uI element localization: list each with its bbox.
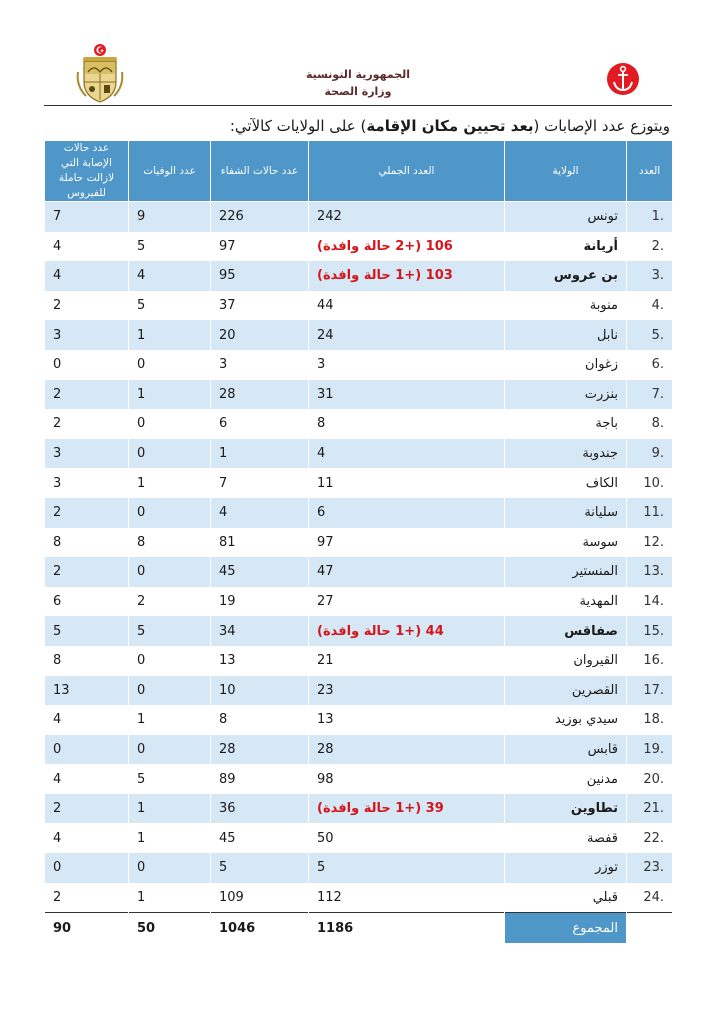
row-recovered: 28: [211, 380, 309, 410]
table-row: [45, 409, 673, 439]
header-governorate: الولاية: [505, 141, 627, 202]
table-row: [45, 823, 673, 853]
header-index: العدد: [627, 141, 673, 202]
row-carriers: 8: [45, 646, 129, 676]
row-index: .11: [627, 498, 673, 528]
row-index: .24: [627, 883, 673, 913]
row-deaths: 1: [129, 320, 211, 350]
row-recovered: 45: [211, 557, 309, 587]
row-governorate: باجة: [505, 409, 627, 439]
row-total: 4: [309, 439, 505, 469]
row-total: 8: [309, 409, 505, 439]
header-deaths: عدد الوفيات: [129, 141, 211, 202]
row-index: .20: [627, 764, 673, 794]
row-total: 24: [309, 320, 505, 350]
row-deaths: 0: [129, 853, 211, 883]
row-index: .10: [627, 468, 673, 498]
table-total-row: [45, 913, 673, 943]
row-total: 5: [309, 853, 505, 883]
table-row: [45, 498, 673, 528]
table-row: [45, 764, 673, 794]
row-carriers: 8: [45, 528, 129, 558]
row-total: 6: [309, 498, 505, 528]
row-total: 3: [309, 350, 505, 380]
row-governorate: تونس: [505, 202, 627, 232]
row-deaths: 0: [129, 646, 211, 676]
row-total: 98: [309, 764, 505, 794]
row-total: 11: [309, 468, 505, 498]
row-recovered: 20: [211, 320, 309, 350]
row-total: 50: [309, 823, 505, 853]
row-deaths: 4: [129, 261, 211, 291]
row-recovered: 6: [211, 409, 309, 439]
table-row: [45, 616, 673, 646]
row-governorate: تطاوين: [505, 794, 627, 824]
row-governorate: منوبة: [505, 291, 627, 321]
republic-name: الجمهورية التونسية: [305, 68, 411, 81]
table-row: [45, 646, 673, 676]
row-total: 39 (+1 حالة وافدة): [309, 794, 505, 824]
header-divider: [44, 105, 672, 106]
table-row: [45, 794, 673, 824]
table-row: [45, 587, 673, 617]
row-deaths: 9: [129, 202, 211, 232]
intro-bold: بعد تحيين مكان الإقامة: [366, 117, 534, 135]
intro-sentence: [40, 116, 670, 136]
row-recovered: 4: [211, 498, 309, 528]
row-recovered: 45: [211, 823, 309, 853]
row-recovered: 10: [211, 676, 309, 706]
row-carriers: 5: [45, 616, 129, 646]
table-row: [45, 735, 673, 765]
row-recovered: 34: [211, 616, 309, 646]
row-recovered: 3: [211, 350, 309, 380]
row-total: 23: [309, 676, 505, 706]
row-governorate: القيروان: [505, 646, 627, 676]
red-crescent-anchor-logo-icon: [606, 62, 640, 96]
row-carriers: 3: [45, 439, 129, 469]
total-index-cell: [627, 913, 673, 943]
row-deaths: 0: [129, 676, 211, 706]
table-row: [45, 676, 673, 706]
row-total: 47: [309, 557, 505, 587]
row-index: .13: [627, 557, 673, 587]
row-total: 44: [309, 291, 505, 321]
total-recovered: 1046: [211, 913, 309, 943]
row-deaths: 1: [129, 380, 211, 410]
grand-total: 1186: [309, 913, 505, 943]
row-index: .14: [627, 587, 673, 617]
header-recovered: عدد حالات الشفاء: [211, 141, 309, 202]
row-governorate: صفاقس: [505, 616, 627, 646]
table-row: [45, 232, 673, 262]
row-governorate: المهدية: [505, 587, 627, 617]
row-deaths: 1: [129, 823, 211, 853]
row-carriers: 2: [45, 291, 129, 321]
table-row: [45, 528, 673, 558]
row-index: .22: [627, 823, 673, 853]
row-recovered: 36: [211, 794, 309, 824]
row-index: .17: [627, 676, 673, 706]
row-deaths: 2: [129, 587, 211, 617]
ministry-name: وزارة الصحة: [324, 85, 392, 98]
row-recovered: 109: [211, 883, 309, 913]
row-governorate: جندوبة: [505, 439, 627, 469]
row-deaths: 1: [129, 883, 211, 913]
row-carriers: 7: [45, 202, 129, 232]
row-carriers: 13: [45, 676, 129, 706]
total-label: المجموع: [505, 913, 627, 943]
row-total: 27: [309, 587, 505, 617]
row-index: .7: [627, 380, 673, 410]
row-governorate: مدنين: [505, 764, 627, 794]
row-index: .21: [627, 794, 673, 824]
row-total: 31: [309, 380, 505, 410]
header-carriers: عدد حالات الإصابة التي لازالت حاملة للفيروس: [45, 141, 129, 202]
row-deaths: 5: [129, 764, 211, 794]
row-total: 103 (+1 حالة وافدة): [309, 261, 505, 291]
row-governorate: قابس: [505, 735, 627, 765]
row-carriers: 4: [45, 232, 129, 262]
row-governorate: قبلي: [505, 883, 627, 913]
row-recovered: 89: [211, 764, 309, 794]
row-deaths: 8: [129, 528, 211, 558]
document-header: [0, 0, 716, 112]
row-index: .15: [627, 616, 673, 646]
table-row: [45, 705, 673, 735]
row-governorate: توزر: [505, 853, 627, 883]
row-deaths: 1: [129, 468, 211, 498]
tunisia-coat-of-arms-icon: [74, 42, 126, 104]
row-governorate: المنستير: [505, 557, 627, 587]
row-total: 28: [309, 735, 505, 765]
row-recovered: 95: [211, 261, 309, 291]
row-carriers: 2: [45, 498, 129, 528]
row-governorate: سوسة: [505, 528, 627, 558]
row-total: 112: [309, 883, 505, 913]
row-deaths: 0: [129, 557, 211, 587]
row-deaths: 0: [129, 350, 211, 380]
row-governorate: سليانة: [505, 498, 627, 528]
row-index: .5: [627, 320, 673, 350]
ministry-header-text: [258, 66, 458, 100]
row-index: .23: [627, 853, 673, 883]
row-total: 242: [309, 202, 505, 232]
table-row: [45, 468, 673, 498]
row-index: .19: [627, 735, 673, 765]
row-recovered: 5: [211, 853, 309, 883]
table-row: [45, 320, 673, 350]
row-deaths: 0: [129, 409, 211, 439]
row-index: .3: [627, 261, 673, 291]
row-carriers: 3: [45, 320, 129, 350]
row-recovered: 81: [211, 528, 309, 558]
row-deaths: 1: [129, 705, 211, 735]
row-carriers: 2: [45, 557, 129, 587]
row-index: .9: [627, 439, 673, 469]
row-index: .12: [627, 528, 673, 558]
row-carriers: 4: [45, 705, 129, 735]
table-header-row: [45, 141, 673, 202]
row-deaths: 0: [129, 439, 211, 469]
table-row: [45, 883, 673, 913]
table-row: [45, 380, 673, 410]
row-carriers: 3: [45, 468, 129, 498]
row-carriers: 6: [45, 587, 129, 617]
intro-part-2: ) على الولايات كالآتي:: [229, 117, 367, 135]
row-deaths: 0: [129, 735, 211, 765]
row-total: 21: [309, 646, 505, 676]
table-row: [45, 557, 673, 587]
row-index: .4: [627, 291, 673, 321]
row-carriers: 2: [45, 409, 129, 439]
row-recovered: 226: [211, 202, 309, 232]
row-recovered: 1: [211, 439, 309, 469]
row-deaths: 5: [129, 232, 211, 262]
row-deaths: 1: [129, 794, 211, 824]
row-carriers: 4: [45, 261, 129, 291]
row-carriers: 0: [45, 350, 129, 380]
table-row: [45, 202, 673, 232]
row-carriers: 2: [45, 794, 129, 824]
row-governorate: نابل: [505, 320, 627, 350]
row-index: .16: [627, 646, 673, 676]
row-recovered: 19: [211, 587, 309, 617]
row-governorate: بن عروس: [505, 261, 627, 291]
row-carriers: 2: [45, 883, 129, 913]
intro-part-1: ويتوزع عدد الإصابات (: [533, 117, 670, 135]
row-carriers: 0: [45, 853, 129, 883]
row-index: .2: [627, 232, 673, 262]
table-row: [45, 439, 673, 469]
total-deaths: 50: [129, 913, 211, 943]
row-total: 13: [309, 705, 505, 735]
row-index: .18: [627, 705, 673, 735]
row-recovered: 97: [211, 232, 309, 262]
row-governorate: بنزرت: [505, 380, 627, 410]
row-deaths: 5: [129, 291, 211, 321]
row-governorate: قفصة: [505, 823, 627, 853]
total-carriers: 90: [45, 913, 129, 943]
row-total: 97: [309, 528, 505, 558]
row-governorate: أريانة: [505, 232, 627, 262]
row-carriers: 2: [45, 380, 129, 410]
table-row: [45, 291, 673, 321]
row-carriers: 0: [45, 735, 129, 765]
table-row: [45, 261, 673, 291]
row-governorate: الكاف: [505, 468, 627, 498]
row-governorate: سيدي بوزيد: [505, 705, 627, 735]
table-row: [45, 350, 673, 380]
row-deaths: 5: [129, 616, 211, 646]
header-total: العدد الجملي: [309, 141, 505, 202]
row-index: .8: [627, 409, 673, 439]
row-governorate: زغوان: [505, 350, 627, 380]
row-deaths: 0: [129, 498, 211, 528]
row-recovered: 37: [211, 291, 309, 321]
row-total: 106 (+2 حالة وافدة): [309, 232, 505, 262]
row-carriers: 4: [45, 823, 129, 853]
table-row: [45, 853, 673, 883]
row-recovered: 28: [211, 735, 309, 765]
row-recovered: 8: [211, 705, 309, 735]
row-index: .1: [627, 202, 673, 232]
row-carriers: 4: [45, 764, 129, 794]
row-recovered: 7: [211, 468, 309, 498]
row-governorate: القصرين: [505, 676, 627, 706]
cases-by-governorate-table: [44, 140, 673, 943]
row-recovered: 13: [211, 646, 309, 676]
row-total: 44 (+1 حالة وافدة): [309, 616, 505, 646]
row-index: .6: [627, 350, 673, 380]
